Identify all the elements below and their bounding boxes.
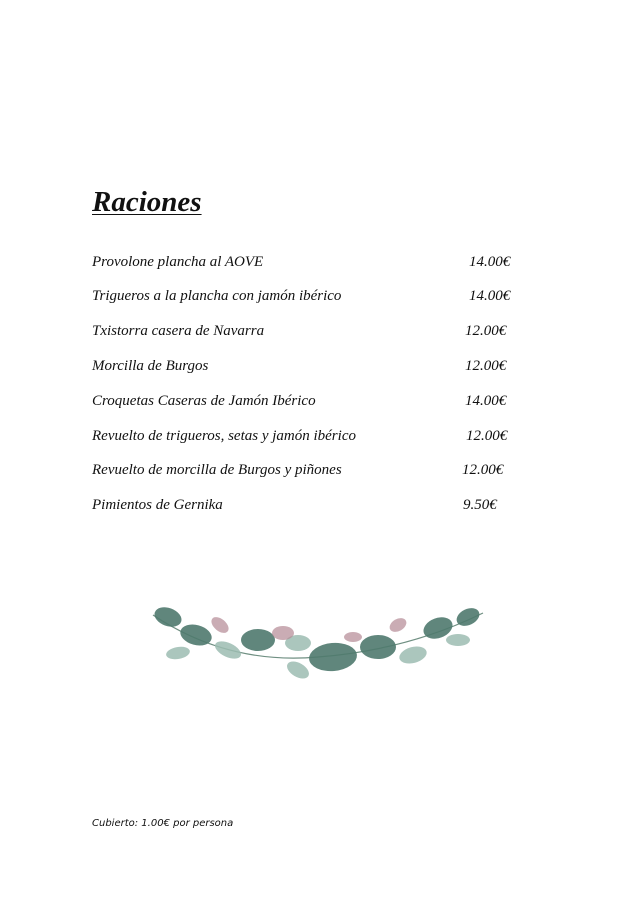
item-name: Revuelto de trigueros, setas y jamón ibérico xyxy=(92,428,356,444)
item-price: 14.00€ xyxy=(469,288,511,304)
menu-item xyxy=(92,428,532,448)
menu-item xyxy=(92,462,532,482)
eucalyptus-garland-illustration xyxy=(148,595,493,690)
menu-item xyxy=(92,358,532,378)
menu-item xyxy=(92,323,532,343)
item-price: 12.00€ xyxy=(465,358,507,374)
item-name: Pimientos de Gernika xyxy=(92,497,223,513)
item-price: 12.00€ xyxy=(466,428,508,444)
item-price: 14.00€ xyxy=(469,254,511,270)
item-name: Trigueros a la plancha con jamón ibérico xyxy=(92,288,342,304)
section-title: Raciones xyxy=(92,186,202,218)
item-price: 12.00€ xyxy=(465,323,507,339)
menu-item xyxy=(92,497,532,517)
item-price: 14.00€ xyxy=(465,393,507,409)
item-name: Provolone plancha al AOVE xyxy=(92,254,264,270)
cover-charge-note: Cubierto: 1.00€ por persona xyxy=(92,818,234,829)
menu-item xyxy=(92,288,532,308)
menu-item xyxy=(92,254,532,274)
item-name: Txistorra casera de Navarra xyxy=(92,323,265,339)
item-name: Morcilla de Burgos xyxy=(92,358,209,374)
item-price: 12.00€ xyxy=(462,462,504,478)
item-price: 9.50€ xyxy=(463,497,497,513)
menu-item xyxy=(92,393,532,413)
item-name: Revuelto de morcilla de Burgos y piñones xyxy=(92,462,342,478)
item-name: Croquetas Caseras de Jamón Ibérico xyxy=(92,393,316,409)
